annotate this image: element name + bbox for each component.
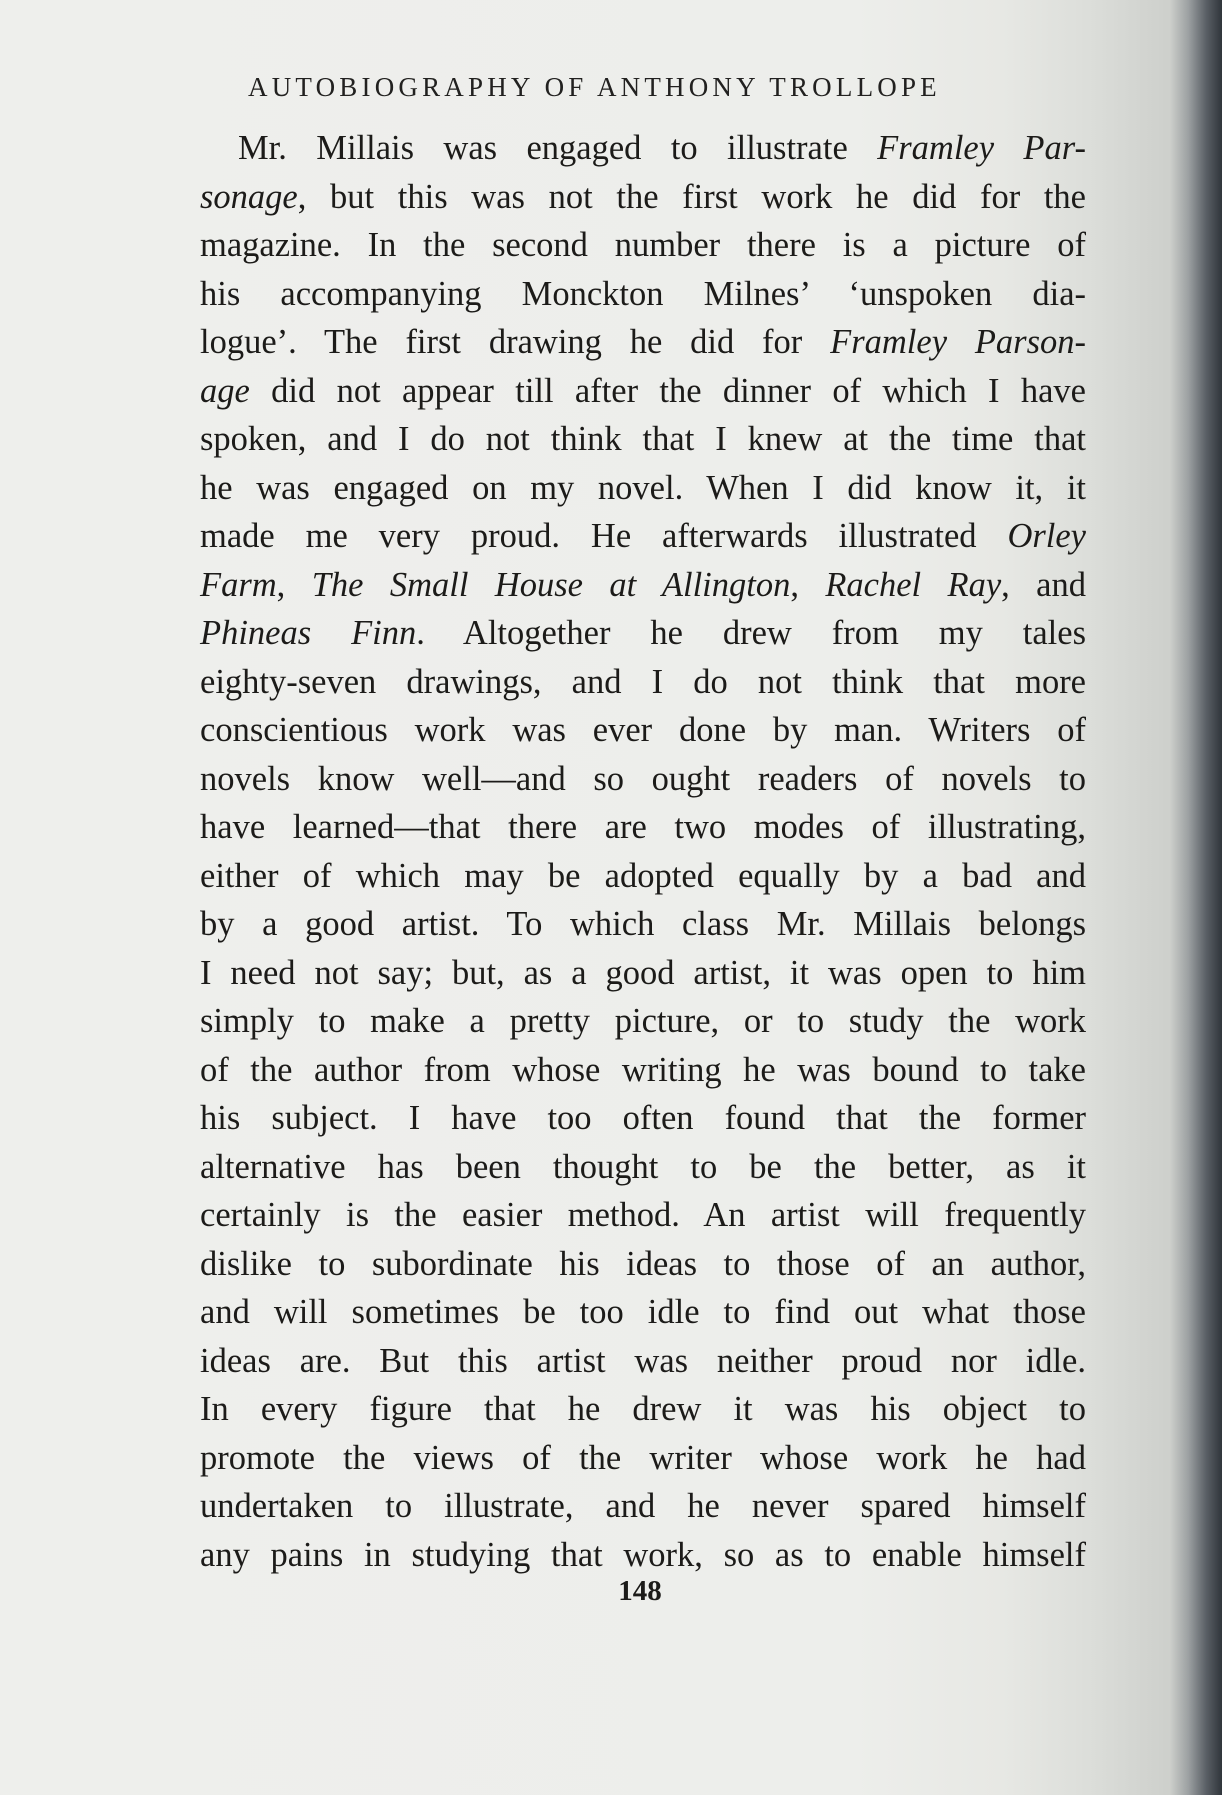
page-gutter-shadow [1170,0,1222,1795]
text-line [200,706,1086,755]
text-line [200,464,1086,513]
text-run: and will sometimes be too idle to find out what those [200,1293,1086,1331]
text-line [200,270,1086,319]
italic-title: age [200,371,250,410]
italic-title: Rachel Ray [825,565,1002,604]
italic-title: Framley Par- [877,129,1086,167]
text-run: alternative has been thought to be the better, as it [200,1147,1086,1186]
italic-title: Farm [200,565,277,604]
italic-title: Framley Parson- [830,323,1086,361]
text-run: he was engaged on my novel. When I did know it, it [200,468,1086,507]
text-run: , [276,565,312,604]
text-line [200,318,1086,367]
text-line [200,512,1086,561]
text-run: . Altogether he drew from my tales [416,614,1087,652]
text-line [200,755,1086,804]
text-run: did not appear till after the dinner of which I have [249,371,1086,410]
text-line [200,1143,1086,1192]
text-run: promote the views of the writer whose work he had [200,1438,1086,1477]
text-line [200,1094,1086,1143]
text-run: by a good artist. To which class Mr. Millais belongs [200,905,1086,943]
page-number: 148 [618,1575,662,1607]
italic-title: Phineas Finn [200,614,417,652]
text-line [200,997,1086,1046]
text-line [200,1240,1086,1289]
text-line [200,173,1086,222]
text-run: , but this was not the first work he did for the [297,177,1086,216]
text-run: made me very proud. He afterwards illustrated [200,517,1008,555]
text-run: his accompanying Monckton Milnes’ ‘unspoken dia- [200,274,1086,313]
text-line [200,1046,1086,1095]
text-line [200,415,1086,464]
text-line [200,900,1086,949]
text-run: ideas are. But this artist was neither proud nor idle. [200,1341,1086,1380]
text-run: dislike to subordinate his ideas to those of an author, [200,1244,1086,1283]
body-text [200,124,1086,1579]
text-line [200,1288,1086,1337]
text-run: undertaken to illustrate, and he never spared himself [200,1487,1086,1525]
text-run: either of which may be adopted equally by a bad and [200,856,1086,895]
text-run: novels know well—and so ought readers of novels to [200,759,1086,798]
text-line [200,803,1086,852]
text-line [200,1385,1086,1434]
text-run: I need not say; but, as a good artist, it was open to him [200,953,1086,992]
text-line [200,658,1086,707]
text-line [200,1434,1086,1483]
italic-title: Orley [1007,517,1086,555]
text-line [200,1531,1086,1580]
text-line [200,124,1086,173]
text-run: have learned—that there are two modes of illustrating, [200,808,1086,846]
text-run: certainly is the easier method. An artist will frequently [200,1196,1086,1234]
text-line [200,1337,1086,1386]
text-run: logue’. The first drawing he did for [200,323,831,361]
text-line [200,609,1086,658]
text-run: of the author from whose writing he was bound to take [200,1050,1086,1089]
text-run: magazine. In the second number there is a picture of [200,226,1086,264]
text-line [200,1482,1086,1531]
text-line [200,221,1086,270]
text-run: any pains in studying that work, so as to enable himself [200,1535,1086,1574]
text-line [200,852,1086,901]
text-run: , [790,565,826,604]
text-run: simply to make a pretty picture, or to study the work [200,1002,1086,1040]
text-run: conscientious work was ever done by man. Writers of [200,711,1086,749]
text-line [200,1191,1086,1240]
text-line [200,367,1086,416]
text-run: , and [1001,565,1086,604]
text-run: spoken, and I do not think that I knew at the time that [200,420,1086,458]
text-run: his subject. I have too often found that the former [200,1099,1086,1137]
text-run: Mr. Millais was engaged to illustrate [238,129,878,167]
italic-title: sonage [200,177,298,216]
italic-title: The Small House at Allington [311,565,791,604]
text-run: In every figure that he drew it was his object to [200,1390,1086,1428]
text-run: eighty-seven drawings, and I do not think that more [200,662,1086,701]
text-line [200,561,1086,610]
text-line [200,949,1086,998]
running-head: AUTOBIOGRAPHY OF ANTHONY TROLLOPE [248,72,941,102]
